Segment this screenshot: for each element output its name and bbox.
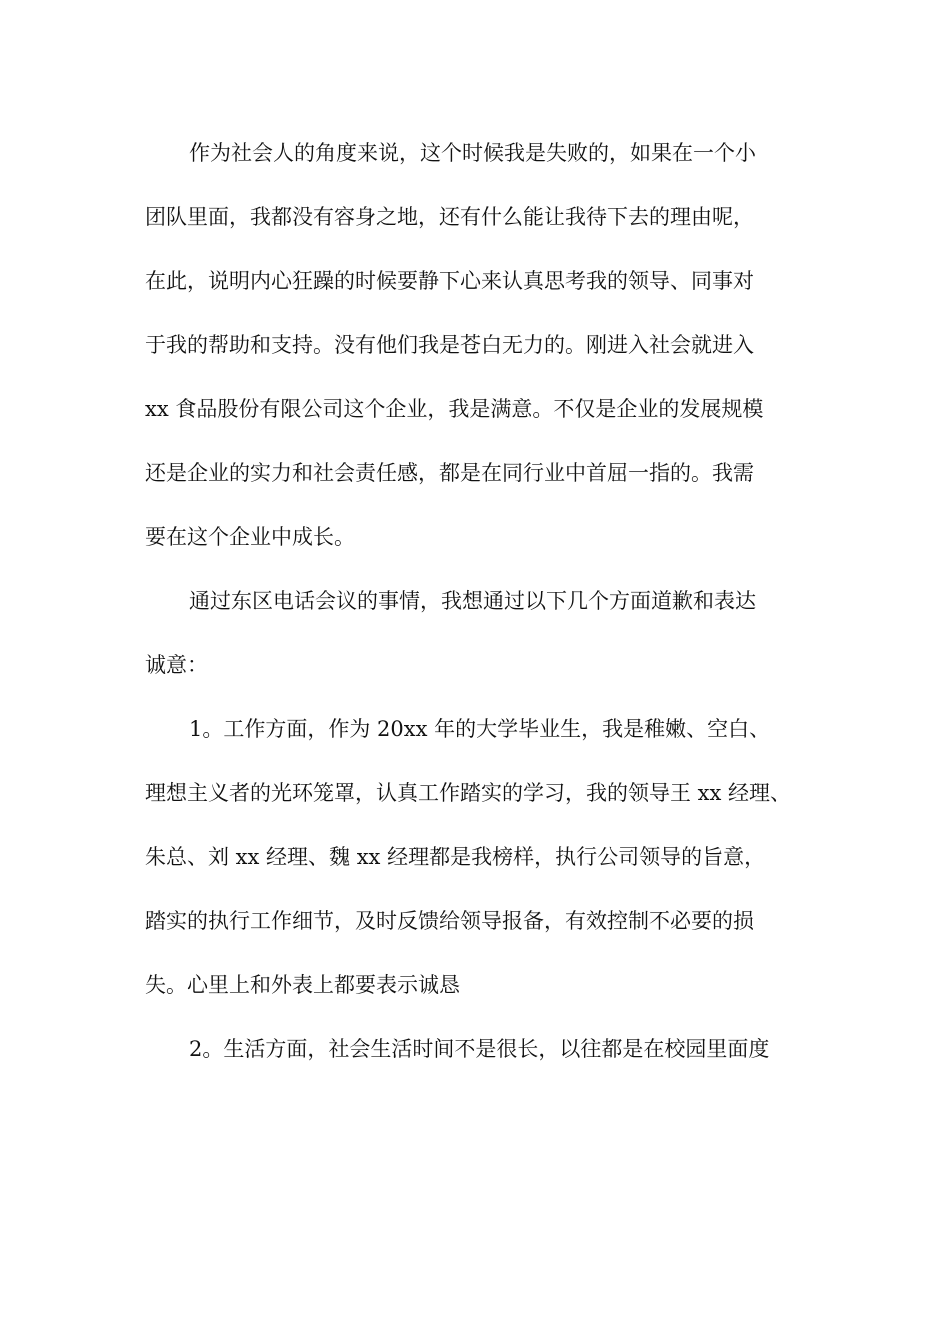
document-body xyxy=(145,133,810,1093)
paragraph-2-line-2: 诚意： xyxy=(145,653,208,677)
paragraph-1-line-3: 在此，说明内心狂躁的时候要静下心来认真思考我的领导、同事对 xyxy=(145,269,754,293)
paragraph-4-line-1: 2。生活方面，社会生活时间不是很长，以往都是在校园里面度 xyxy=(189,1037,770,1061)
paragraph-1-line-2: 团队里面，我都没有容身之地，还有什么能让我待下去的理由呢， xyxy=(145,205,754,229)
paragraph-1-line-5: xx 食品股份有限公司这个企业，我是满意。不仅是企业的发展规模 xyxy=(145,397,764,421)
paragraph-3-line-3: 朱总、刘 xx 经理、魏 xx 经理都是我榜样，执行公司领导的旨意， xyxy=(145,845,766,869)
paragraph-3-line-5: 失。心里上和外表上都要表示诚恳 xyxy=(145,973,460,997)
paragraph-2-line-1: 通过东区电话会议的事情，我想通过以下几个方面道歉和表达 xyxy=(189,589,756,613)
paragraph-1-line-6: 还是企业的实力和社会责任感，都是在同行业中首屈一指的。我需 xyxy=(145,461,754,485)
paragraph-3-line-1: 1。工作方面，作为 20xx 年的大学毕业生，我是稚嫩、空白、 xyxy=(189,717,771,741)
paragraph-3-line-2: 理想主义者的光环笼罩，认真工作踏实的学习，我的领导王 xx 经理、 xyxy=(145,781,792,805)
paragraph-1-line-1: 作为社会人的角度来说，这个时候我是失败的，如果在一个小 xyxy=(189,141,756,165)
paragraph-1-line-7: 要在这个企业中成长。 xyxy=(145,525,355,549)
paragraph-1-line-4: 于我的帮助和支持。没有他们我是苍白无力的。刚进入社会就进入 xyxy=(145,333,754,357)
paragraph-3-line-4: 踏实的执行工作细节，及时反馈给领导报备，有效控制不必要的损 xyxy=(145,909,754,933)
